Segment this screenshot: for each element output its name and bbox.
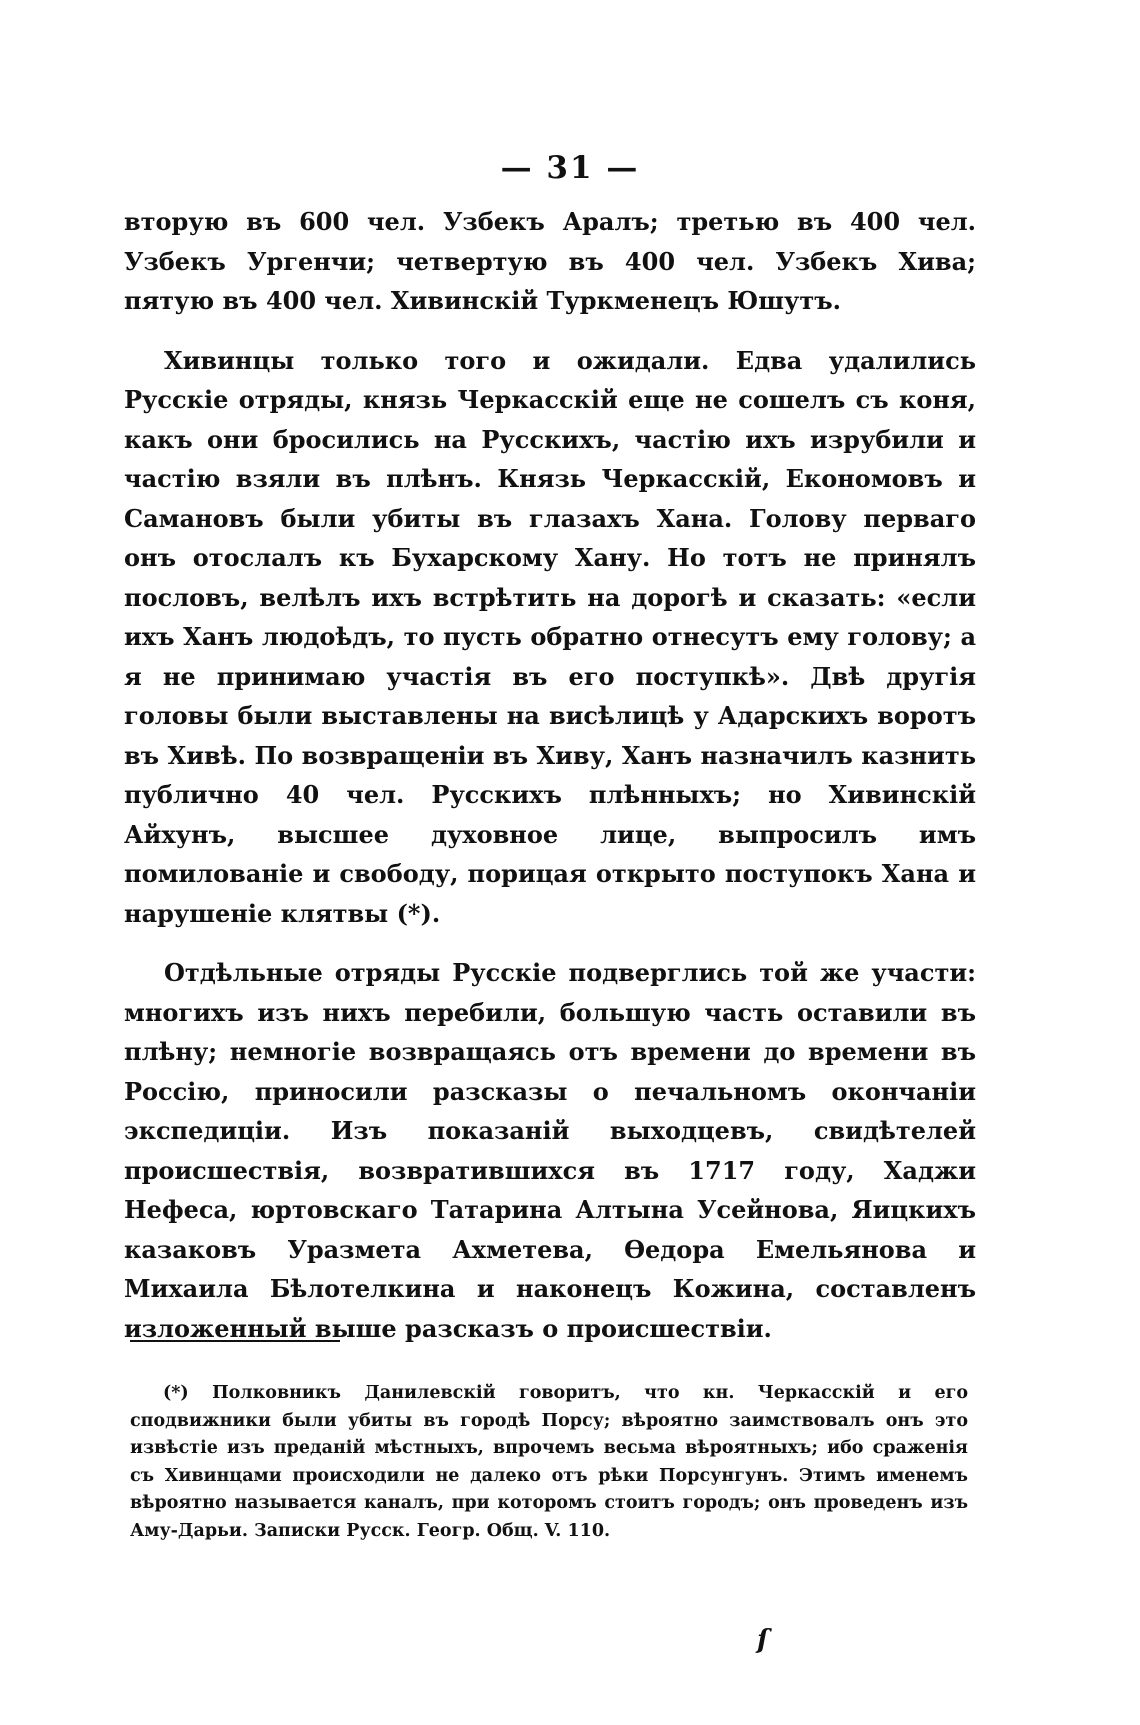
printer-signature-mark: ſ <box>757 1625 769 1655</box>
footnote-separator <box>130 1340 340 1342</box>
footnote: (*) Полковникъ Данилевскій говоритъ, что кн. Черкасскій и его сподвижники были убиты въ городѣ Порсу; вѣроятно заимствовалъ онъ это извѣстіе изъ преданій мѣстныхъ, впрочемъ весьма вѣроятныхъ; ибо сраженія съ Хивинцами происходили не далеко отъ рѣки Порсунгунъ. Этимъ именемъ вѣроятно называется каналъ, при которомъ стоитъ городъ; онъ проведенъ изъ Аму-Дарьи. Записки Русск. Геогр. Общ. V. 110. <box>130 1383 968 1541</box>
page-number: — 31 — <box>500 150 640 186</box>
paragraph-3: Отдѣльные отряды Русскіе подверглись той же участи: многихъ изъ нихъ перебили, большую часть оставили въ плѣну; немногіе возвращаясь отъ времени до времени въ Россію, приносили разсказы о печальномъ окончаніи экспедиціи. Изъ показаній выходцевъ, свидѣтелей происшествія, возвратившихся въ 1717 году, Хаджи Нефеса, юртовскаго Татарина Алтына Усейнова, Яицкихъ казаковъ Уразмета Ахметева, Өедора Емельянова и Михаила Бѣлотелкина и наконецъ Кожина, составленъ изложенный выше разсказъ о происшествіи. <box>124 958 976 1343</box>
main-text-body <box>124 202 976 1348</box>
paragraph-2: Хивинцы только того и ожидали. Едва удалились Русскіе отряды, князь Черкасскій еще не сошелъ съ коня, какъ они бросились на Русскихъ, частію ихъ изрубили и частію взяли въ плѣнъ. Князь Черкасскій, Економовъ и Самановъ были убиты въ глазахъ Хана. Голову перваго онъ отослалъ къ Бухарскому Хану. Но тотъ не принялъ пословъ, велѣлъ ихъ встрѣтить на дорогѣ и сказать: «если ихъ Ханъ людоѣдъ, то пусть обратно отнесутъ ему голову; а я не принимаю участія въ его поступкѣ». Двѣ другія головы были выставлены на висѣлицѣ у Адарскихъ воротъ въ Хивѣ. По возвращеніи въ Хиву, Ханъ назначилъ казнить публично 40 чел. Русскихъ плѣнныхъ; но Хивинскій Айхунъ, высшее духовное лице, выпросилъ имъ помилованіе и свободу, порицая открыто поступокъ Хана и нарушеніе клятвы (*). <box>124 345 976 928</box>
paragraph-1: вторую въ 600 чел. Узбекъ Аралъ; третью въ 400 чел. Узбекъ Ургенчи; четвертую въ 400 чел. Узбекъ Хива; пятую въ 400 чел. Хивинскій Туркменецъ Юшутъ. <box>124 207 976 315</box>
